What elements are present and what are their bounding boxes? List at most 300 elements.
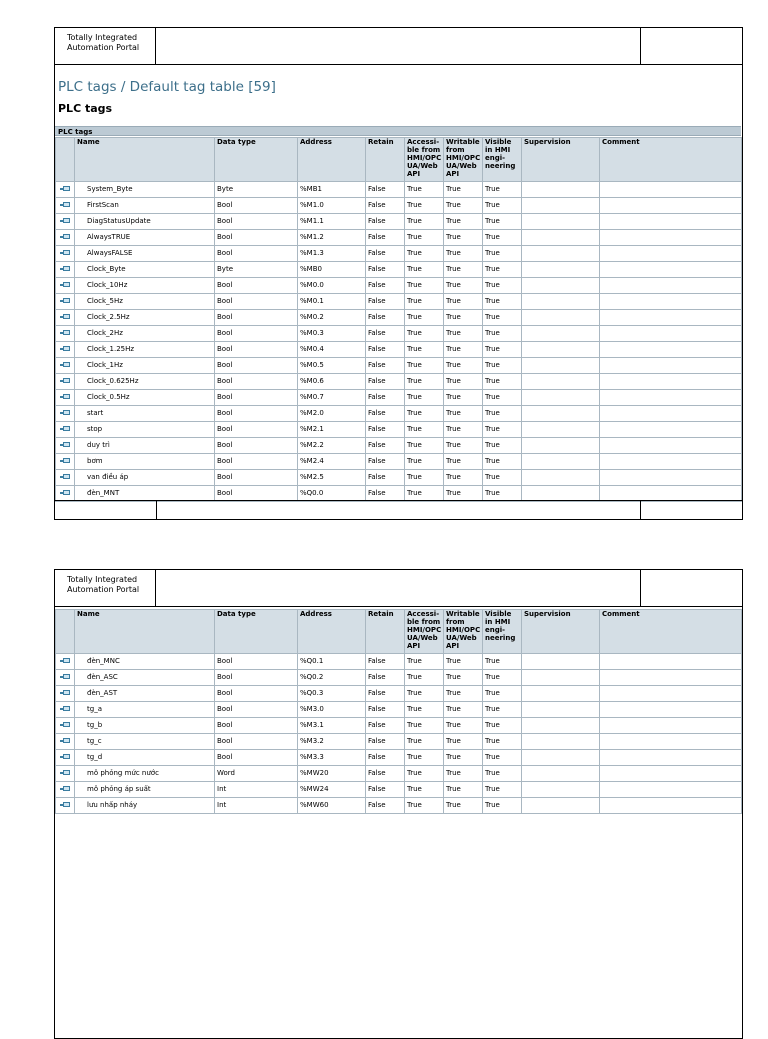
tag-icon-cell <box>56 214 75 230</box>
tag-retain: False <box>366 486 405 502</box>
tag-retain: False <box>366 470 405 486</box>
table-row <box>56 798 742 814</box>
tag-address: %MB1 <box>298 182 366 198</box>
tag-data-type: Bool <box>215 342 298 358</box>
tag-supervision <box>522 374 600 390</box>
tag-writable: True <box>444 262 483 278</box>
tag-supervision <box>522 230 600 246</box>
tag-retain: False <box>366 438 405 454</box>
brand-line-1: Totally Integrated <box>67 33 138 42</box>
column-header-writable: Writable from HMI/OPC UA/Web API <box>444 610 483 654</box>
table-row <box>56 766 742 782</box>
plc-tag-icon <box>60 442 71 448</box>
tag-writable: True <box>444 422 483 438</box>
tag-visible: True <box>483 486 522 502</box>
table-row <box>56 198 742 214</box>
table-row <box>56 326 742 342</box>
tag-data-type: Bool <box>215 198 298 214</box>
brand-block <box>55 28 156 64</box>
tag-writable: True <box>444 654 483 670</box>
tag-comment <box>600 766 742 782</box>
tag-name: bơm <box>75 454 215 470</box>
column-header-writable: Writable from HMI/OPC UA/Web API <box>444 138 483 182</box>
table-row <box>56 246 742 262</box>
table-row <box>56 390 742 406</box>
tag-accessible: True <box>405 422 444 438</box>
brand-block <box>55 570 156 606</box>
tag-name: tg_d <box>75 750 215 766</box>
plc-tag-icon <box>60 426 71 432</box>
tag-name: lưu nhấp nháy <box>75 798 215 814</box>
tag-supervision <box>522 390 600 406</box>
tag-visible: True <box>483 470 522 486</box>
tag-supervision <box>522 438 600 454</box>
tag-name: tg_a <box>75 702 215 718</box>
plc-tag-icon <box>60 314 71 320</box>
tag-address: %M3.3 <box>298 750 366 766</box>
tag-supervision <box>522 326 600 342</box>
tag-data-type: Bool <box>215 214 298 230</box>
tag-visible: True <box>483 406 522 422</box>
tag-icon-cell <box>56 470 75 486</box>
plc-tag-icon <box>60 362 71 368</box>
tag-comment <box>600 454 742 470</box>
tag-name: mô phỏng áp suất <box>75 782 215 798</box>
tag-comment <box>600 214 742 230</box>
tag-comment <box>600 262 742 278</box>
tag-supervision <box>522 294 600 310</box>
tag-retain: False <box>366 246 405 262</box>
tag-supervision <box>522 782 600 798</box>
tag-icon-cell <box>56 750 75 766</box>
column-header-supervision: Supervision <box>522 610 600 654</box>
tag-name: Clock_1Hz <box>75 358 215 374</box>
tag-accessible: True <box>405 670 444 686</box>
column-header-accessible: Accessi-ble from HMI/OPC UA/Web API <box>405 610 444 654</box>
tag-address: %MW20 <box>298 766 366 782</box>
column-header-name: Name <box>75 610 215 654</box>
tag-retain: False <box>366 214 405 230</box>
tag-icon-cell <box>56 246 75 262</box>
brand-line-2: Automation Portal <box>67 43 140 52</box>
tag-supervision <box>522 454 600 470</box>
tag-comment <box>600 702 742 718</box>
brand-line-2: Automation Portal <box>67 585 140 594</box>
tag-name: stop <box>75 422 215 438</box>
column-header-retain: Retain <box>366 138 405 182</box>
tag-address: %M2.5 <box>298 470 366 486</box>
tag-accessible: True <box>405 278 444 294</box>
tag-comment <box>600 686 742 702</box>
plc-tag-icon <box>60 770 71 776</box>
document-page-1 <box>54 27 743 520</box>
tag-icon-cell <box>56 374 75 390</box>
tag-name: duy trì <box>75 438 215 454</box>
tag-name: Clock_1.25Hz <box>75 342 215 358</box>
table-header-row <box>56 138 742 182</box>
table-row <box>56 454 742 470</box>
tag-visible: True <box>483 654 522 670</box>
tag-comment <box>600 406 742 422</box>
tag-retain: False <box>366 358 405 374</box>
tag-retain: False <box>366 326 405 342</box>
tag-address: %Q0.1 <box>298 654 366 670</box>
tag-name: đèn_ASC <box>75 670 215 686</box>
plc-tag-icon <box>60 186 71 192</box>
tag-supervision <box>522 246 600 262</box>
tag-writable: True <box>444 702 483 718</box>
tag-writable: True <box>444 326 483 342</box>
tag-writable: True <box>444 342 483 358</box>
tag-icon-cell <box>56 278 75 294</box>
tag-visible: True <box>483 438 522 454</box>
tag-address: %M0.6 <box>298 374 366 390</box>
tag-comment <box>600 734 742 750</box>
tag-name: đèn_MNC <box>75 654 215 670</box>
header-right-cell <box>640 570 743 606</box>
tag-accessible: True <box>405 310 444 326</box>
tag-supervision <box>522 718 600 734</box>
tag-supervision <box>522 798 600 814</box>
tag-data-type: Bool <box>215 246 298 262</box>
tag-accessible: True <box>405 718 444 734</box>
page-header <box>55 28 742 65</box>
tag-supervision <box>522 470 600 486</box>
tag-icon-cell <box>56 326 75 342</box>
tag-name: Clock_10Hz <box>75 278 215 294</box>
tag-accessible: True <box>405 294 444 310</box>
tag-retain: False <box>366 406 405 422</box>
tag-retain: False <box>366 422 405 438</box>
tag-supervision <box>522 654 600 670</box>
tag-address: %MW60 <box>298 798 366 814</box>
tag-address: %M0.7 <box>298 390 366 406</box>
tag-retain: False <box>366 702 405 718</box>
tag-visible: True <box>483 782 522 798</box>
plc-tag-icon <box>60 754 71 760</box>
plc-tag-icon <box>60 474 71 480</box>
plc-tag-icon <box>60 802 71 808</box>
table-row <box>56 686 742 702</box>
tag-visible: True <box>483 702 522 718</box>
tag-writable: True <box>444 734 483 750</box>
tag-accessible: True <box>405 326 444 342</box>
tag-comment <box>600 750 742 766</box>
tag-writable: True <box>444 454 483 470</box>
tag-data-type: Int <box>215 798 298 814</box>
plc-tag-icon <box>60 706 71 712</box>
plc-tag-icon <box>60 410 71 416</box>
tag-writable: True <box>444 374 483 390</box>
table-row <box>56 750 742 766</box>
tag-retain: False <box>366 262 405 278</box>
plc-tag-icon <box>60 298 71 304</box>
tag-visible: True <box>483 326 522 342</box>
tag-retain: False <box>366 182 405 198</box>
tag-data-type: Bool <box>215 278 298 294</box>
tag-address: %Q0.0 <box>298 486 366 502</box>
tag-visible: True <box>483 310 522 326</box>
tag-retain: False <box>366 654 405 670</box>
tag-retain: False <box>366 278 405 294</box>
tag-icon-cell <box>56 454 75 470</box>
tag-accessible: True <box>405 230 444 246</box>
table-caption: PLC tags <box>55 126 741 136</box>
tag-writable: True <box>444 470 483 486</box>
tag-icon-cell <box>56 198 75 214</box>
tag-accessible: True <box>405 734 444 750</box>
table-row <box>56 182 742 198</box>
column-header-comment: Comment <box>600 138 742 182</box>
tag-writable: True <box>444 278 483 294</box>
tag-supervision <box>522 182 600 198</box>
tag-comment <box>600 198 742 214</box>
tag-address: %M2.1 <box>298 422 366 438</box>
tag-icon-cell <box>56 342 75 358</box>
tag-data-type: Bool <box>215 454 298 470</box>
tag-name: Clock_0.5Hz <box>75 390 215 406</box>
tag-comment <box>600 326 742 342</box>
tag-supervision <box>522 750 600 766</box>
tag-icon-cell <box>56 310 75 326</box>
tag-name: đèn_AST <box>75 686 215 702</box>
tag-visible: True <box>483 766 522 782</box>
tag-address: %M0.1 <box>298 294 366 310</box>
column-header-supervision: Supervision <box>522 138 600 182</box>
tag-writable: True <box>444 670 483 686</box>
table-row <box>56 230 742 246</box>
tag-accessible: True <box>405 782 444 798</box>
column-header-name: Name <box>75 138 215 182</box>
tag-icon-cell <box>56 422 75 438</box>
tag-icon-cell <box>56 294 75 310</box>
tag-data-type: Bool <box>215 470 298 486</box>
tag-data-type: Bool <box>215 230 298 246</box>
tag-icon-cell <box>56 406 75 422</box>
tag-data-type: Bool <box>215 686 298 702</box>
tag-writable: True <box>444 294 483 310</box>
table-row <box>56 342 742 358</box>
table-row <box>56 470 742 486</box>
tag-comment <box>600 230 742 246</box>
tag-name: AlwaysTRUE <box>75 230 215 246</box>
table-row <box>56 438 742 454</box>
tag-supervision <box>522 670 600 686</box>
tag-retain: False <box>366 198 405 214</box>
tag-retain: False <box>366 310 405 326</box>
tag-supervision <box>522 214 600 230</box>
tag-accessible: True <box>405 246 444 262</box>
tag-accessible: True <box>405 470 444 486</box>
tag-comment <box>600 390 742 406</box>
tag-writable: True <box>444 198 483 214</box>
tag-writable: True <box>444 486 483 502</box>
tag-writable: True <box>444 782 483 798</box>
plc-tag-icon <box>60 330 71 336</box>
column-header-address: Address <box>298 138 366 182</box>
tag-comment <box>600 654 742 670</box>
tag-writable: True <box>444 182 483 198</box>
tag-name: AlwaysFALSE <box>75 246 215 262</box>
tag-accessible: True <box>405 438 444 454</box>
tag-address: %M2.2 <box>298 438 366 454</box>
tag-name: DiagStatusUpdate <box>75 214 215 230</box>
tag-icon-cell <box>56 654 75 670</box>
footer-divider <box>640 501 641 519</box>
tag-data-type: Bool <box>215 310 298 326</box>
tag-icon-cell <box>56 734 75 750</box>
header-right-cell <box>640 28 743 64</box>
table-row <box>56 734 742 750</box>
tag-accessible: True <box>405 358 444 374</box>
tag-icon-cell <box>56 766 75 782</box>
tag-name: mô phỏng mức nước <box>75 766 215 782</box>
tag-visible: True <box>483 686 522 702</box>
document-page-2 <box>54 569 743 1039</box>
tag-address: %M0.4 <box>298 342 366 358</box>
tag-writable: True <box>444 214 483 230</box>
tag-name: Clock_2.5Hz <box>75 310 215 326</box>
tag-address: %Q0.2 <box>298 670 366 686</box>
tag-writable: True <box>444 358 483 374</box>
column-header-visible: Visible in HMI engi-neering <box>483 138 522 182</box>
tag-icon-cell <box>56 230 75 246</box>
tag-retain: False <box>366 750 405 766</box>
plc-tag-icon <box>60 234 71 240</box>
tag-accessible: True <box>405 750 444 766</box>
tag-data-type: Word <box>215 766 298 782</box>
tag-visible: True <box>483 798 522 814</box>
plc-tag-icon <box>60 346 71 352</box>
tag-address: %M0.5 <box>298 358 366 374</box>
tag-visible: True <box>483 374 522 390</box>
tag-data-type: Bool <box>215 750 298 766</box>
column-header-data-type: Data type <box>215 138 298 182</box>
tag-name: Clock_2Hz <box>75 326 215 342</box>
tag-visible: True <box>483 246 522 262</box>
tag-address: %M1.0 <box>298 198 366 214</box>
tag-address: %M3.2 <box>298 734 366 750</box>
table-row <box>56 718 742 734</box>
tag-retain: False <box>366 390 405 406</box>
page-header <box>55 570 742 607</box>
tag-icon-cell <box>56 782 75 798</box>
tag-icon-cell <box>56 182 75 198</box>
table-row <box>56 654 742 670</box>
page-footer <box>55 500 742 519</box>
tag-writable: True <box>444 310 483 326</box>
tag-writable: True <box>444 230 483 246</box>
tag-writable: True <box>444 718 483 734</box>
plc-tag-icon <box>60 250 71 256</box>
tag-accessible: True <box>405 766 444 782</box>
tag-writable: True <box>444 438 483 454</box>
tag-accessible: True <box>405 454 444 470</box>
tag-address: %M3.1 <box>298 718 366 734</box>
table-row <box>56 294 742 310</box>
tag-retain: False <box>366 734 405 750</box>
tag-name: Clock_0.625Hz <box>75 374 215 390</box>
tag-address: %M1.2 <box>298 230 366 246</box>
plc-tag-icon <box>60 786 71 792</box>
tag-visible: True <box>483 390 522 406</box>
tag-supervision <box>522 686 600 702</box>
tag-supervision <box>522 734 600 750</box>
tag-retain: False <box>366 342 405 358</box>
tag-supervision <box>522 198 600 214</box>
tag-address: %MB0 <box>298 262 366 278</box>
column-header-data-type: Data type <box>215 610 298 654</box>
tag-supervision <box>522 422 600 438</box>
tag-visible: True <box>483 454 522 470</box>
tag-icon-cell <box>56 438 75 454</box>
tag-data-type: Bool <box>215 374 298 390</box>
plc-tags-table-continued <box>55 609 742 814</box>
tag-retain: False <box>366 686 405 702</box>
table-row <box>56 214 742 230</box>
table-row <box>56 278 742 294</box>
plc-tag-icon <box>60 458 71 464</box>
tag-accessible: True <box>405 702 444 718</box>
tag-supervision <box>522 406 600 422</box>
column-header-address: Address <box>298 610 366 654</box>
tag-accessible: True <box>405 654 444 670</box>
tag-address: %M2.4 <box>298 454 366 470</box>
column-header-retain: Retain <box>366 610 405 654</box>
tag-visible: True <box>483 750 522 766</box>
table-body <box>56 654 742 814</box>
tag-data-type: Bool <box>215 654 298 670</box>
tag-retain: False <box>366 670 405 686</box>
plc-tag-icon <box>60 490 71 496</box>
tag-accessible: True <box>405 198 444 214</box>
tag-supervision <box>522 702 600 718</box>
tag-address: %Q0.3 <box>298 686 366 702</box>
tag-visible: True <box>483 734 522 750</box>
tag-visible: True <box>483 182 522 198</box>
plc-tag-icon <box>60 658 71 664</box>
tag-data-type: Bool <box>215 702 298 718</box>
tag-supervision <box>522 358 600 374</box>
tag-address: %M3.0 <box>298 702 366 718</box>
tag-address: %M2.0 <box>298 406 366 422</box>
tag-icon-cell <box>56 670 75 686</box>
tag-supervision <box>522 310 600 326</box>
table-row <box>56 406 742 422</box>
tag-visible: True <box>483 342 522 358</box>
tag-retain: False <box>366 718 405 734</box>
plc-tag-icon <box>60 282 71 288</box>
tag-visible: True <box>483 214 522 230</box>
tag-data-type: Bool <box>215 718 298 734</box>
tag-comment <box>600 374 742 390</box>
tag-comment <box>600 670 742 686</box>
tag-accessible: True <box>405 486 444 502</box>
tag-retain: False <box>366 374 405 390</box>
table-row <box>56 310 742 326</box>
tag-address: %M0.3 <box>298 326 366 342</box>
tag-accessible: True <box>405 262 444 278</box>
tag-accessible: True <box>405 214 444 230</box>
tag-data-type: Bool <box>215 670 298 686</box>
tag-data-type: Bool <box>215 438 298 454</box>
tag-visible: True <box>483 422 522 438</box>
tag-comment <box>600 278 742 294</box>
tag-icon-cell <box>56 718 75 734</box>
tag-retain: False <box>366 454 405 470</box>
tag-visible: True <box>483 278 522 294</box>
tag-comment <box>600 294 742 310</box>
